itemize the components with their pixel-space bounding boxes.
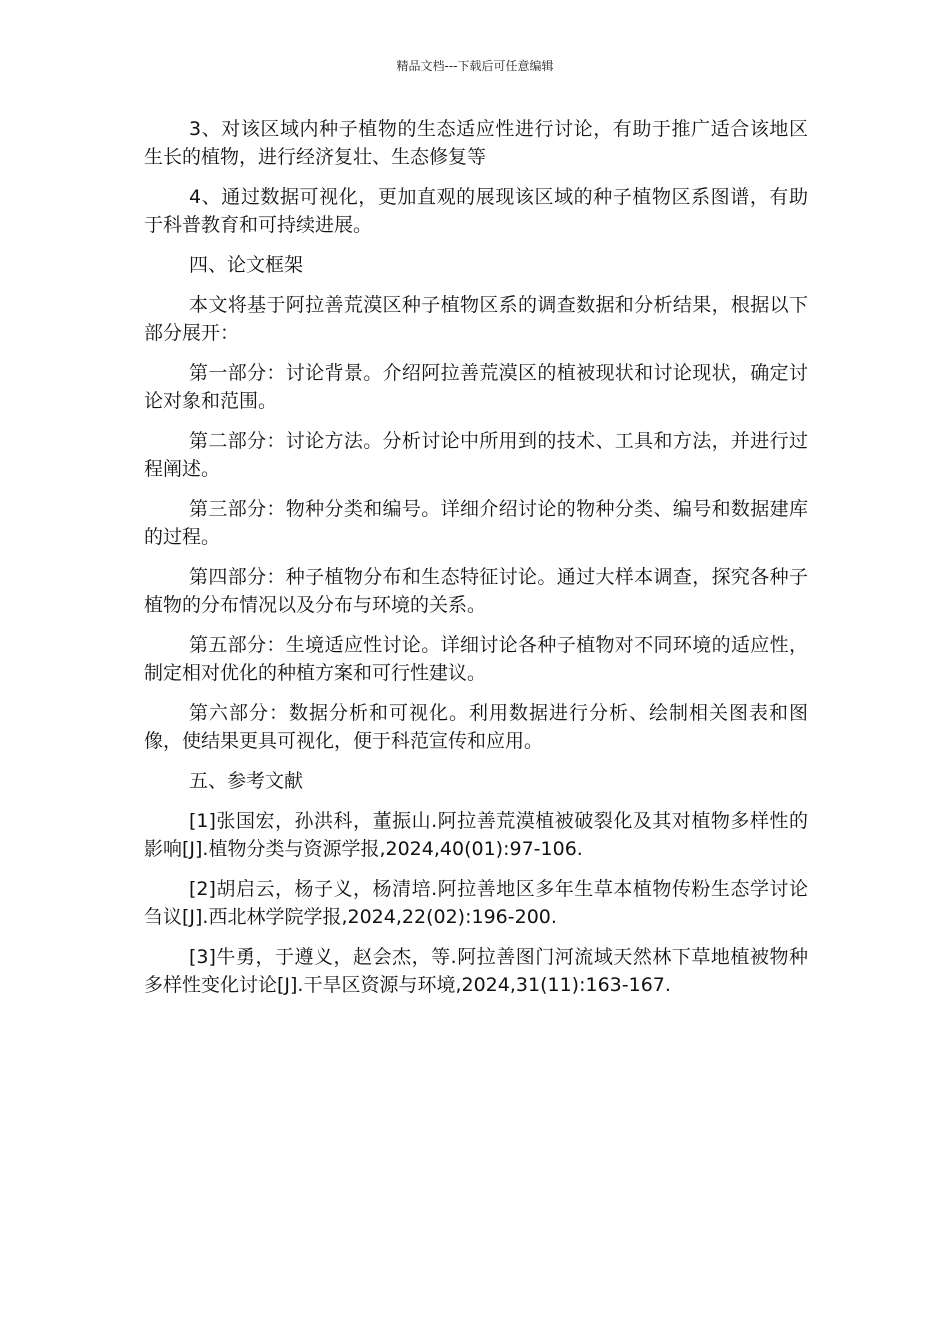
section-heading-references: 五、参考文献 xyxy=(189,770,304,792)
reference-item-3: [3]牛勇，于遵义，赵会杰，等.阿拉善图门河流域天然林下草地植被物种多样性变化讨论[J].干旱区资源与环境,2024,31(11):163-167. xyxy=(144,946,808,996)
framework-part-1: 第一部分：讨论背景。介绍阿拉善荒漠区的植被现状和讨论现状，确定讨论对象和范围。 xyxy=(144,362,808,412)
section-heading-framework: 四、论文框架 xyxy=(189,254,304,276)
framework-part-5: 第五部分：生境适应性讨论。详细讨论各种子植物对不同环境的适应性，制定相对优化的种植方案和可行性建议。 xyxy=(144,634,808,684)
framework-part-6: 第六部分：数据分析和可视化。利用数据进行分析、绘制相关图表和图像，使结果更具可视化，便于科范宣传和应用。 xyxy=(144,702,808,752)
reference-item-1: [1]张国宏，孙洪科，董振山.阿拉善荒漠植被破裂化及其对植物多样性的影响[J].植物分类与资源学报,2024,40(01):97-106. xyxy=(144,810,808,860)
reference-item-2: [2]胡启云，杨子义，杨清培.阿拉善地区多年生草本植物传粉生态学讨论刍议[J].西北林学院学报,2024,22(02):196-200. xyxy=(144,878,808,928)
framework-part-2: 第二部分：讨论方法。分析讨论中所用到的技术、工具和方法，并进行过程阐述。 xyxy=(144,430,808,480)
framework-part-3: 第三部分：物种分类和编号。详细介绍讨论的物种分类、编号和数据建库的过程。 xyxy=(144,498,808,548)
document-body xyxy=(144,115,808,1011)
framework-intro: 本文将基于阿拉善荒漠区种子植物区系的调查数据和分析结果，根据以下部分展开： xyxy=(144,294,808,344)
framework-part-4: 第四部分：种子植物分布和生态特征讨论。通过大样本调查，探究各种子植物的分布情况以及分布与环境的关系。 xyxy=(144,566,808,616)
list-item-4: 4、通过数据可视化，更加直观的展现该区域的种子植物区系图谱，有助于科普教育和可持续进展。 xyxy=(144,186,808,236)
page-header: 精品文档---下载后可任意编辑 xyxy=(396,59,554,73)
list-item-3: 3、对该区域内种子植物的生态适应性进行讨论，有助于推广适合该地区生长的植物，进行经济复壮、生态修复等 xyxy=(144,118,808,168)
